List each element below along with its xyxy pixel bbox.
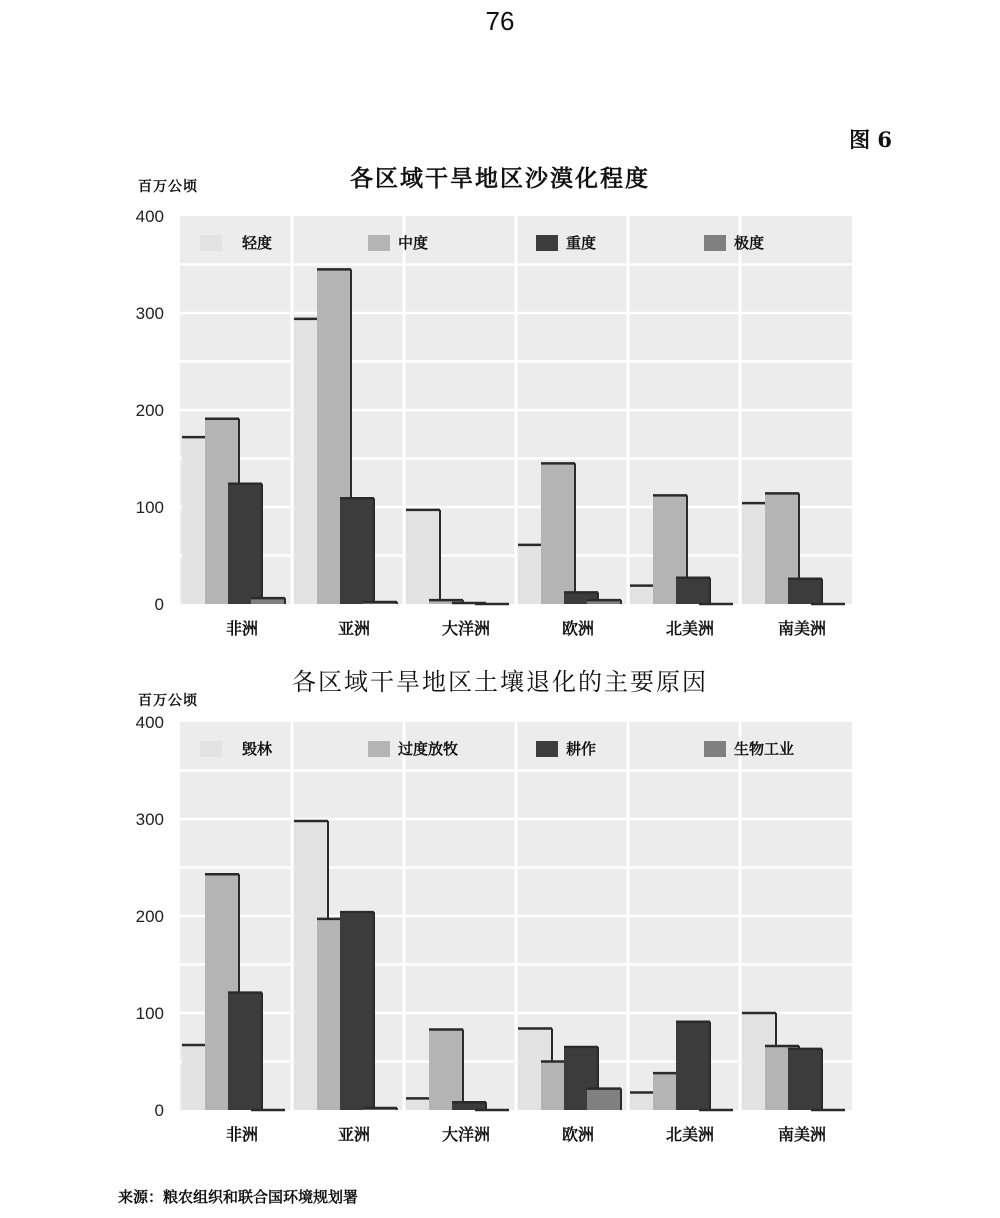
y-tick-label: 200 bbox=[135, 401, 164, 420]
category-label-north-america: 北美洲 bbox=[665, 1125, 715, 1144]
category-label-north-america: 北美洲 bbox=[665, 619, 715, 638]
category-label-asia: 亚洲 bbox=[337, 1125, 371, 1144]
legend-swatch bbox=[200, 741, 222, 757]
category-label-asia: 亚洲 bbox=[337, 619, 371, 638]
legend-label: 毁林 bbox=[242, 740, 273, 758]
chart-2-title: 各区域干旱地区土壤退化的主要原因 bbox=[292, 668, 708, 696]
bar-europe-series-4 bbox=[587, 1089, 621, 1110]
figure-label: 图 6 bbox=[849, 127, 892, 152]
bar-north-america-series-3 bbox=[676, 578, 710, 604]
category-label-south-america: 南美洲 bbox=[777, 1125, 827, 1144]
legend-label: 耕作 bbox=[566, 740, 597, 758]
category-label-oceania: 大洋洲 bbox=[441, 619, 491, 638]
y-tick-label: 100 bbox=[135, 498, 164, 517]
bar-africa-series-3 bbox=[228, 484, 262, 604]
y-tick-label: 0 bbox=[154, 595, 164, 614]
category-label-africa: 非洲 bbox=[225, 619, 259, 638]
category-label-africa: 非洲 bbox=[225, 1125, 259, 1144]
chart-1-y-axis-unit: 百万公顷 bbox=[138, 179, 198, 195]
y-tick-label: 300 bbox=[135, 810, 164, 829]
bar-oceania-series-1 bbox=[406, 510, 440, 604]
y-tick-label: 100 bbox=[135, 1004, 164, 1023]
bar-asia-series-3 bbox=[340, 498, 374, 604]
legend-label: 过度放牧 bbox=[398, 740, 459, 758]
legend-swatch bbox=[368, 235, 390, 251]
category-label-europe: 欧洲 bbox=[561, 619, 595, 638]
bar-south-america-series-3 bbox=[788, 579, 822, 604]
y-tick-label: 300 bbox=[135, 304, 164, 323]
category-label-oceania: 大洋洲 bbox=[441, 1125, 491, 1144]
legend-swatch bbox=[704, 741, 726, 757]
bar-south-america-series-3 bbox=[788, 1049, 822, 1110]
category-label-south-america: 南美洲 bbox=[777, 619, 827, 638]
y-tick-label: 400 bbox=[135, 713, 164, 732]
soil-degradation-causes-chart bbox=[0, 706, 1000, 1151]
legend-label: 重度 bbox=[566, 234, 597, 252]
legend-label: 极度 bbox=[734, 234, 765, 252]
category-label-europe: 欧洲 bbox=[561, 1125, 595, 1144]
legend-label: 轻度 bbox=[242, 234, 273, 252]
source-note: 来源：粮农组织和联合国环境规划署 bbox=[118, 1188, 359, 1206]
desertification-degree-chart bbox=[0, 200, 1000, 640]
page-number: 76 bbox=[485, 6, 515, 36]
legend-swatch bbox=[536, 741, 558, 757]
bar-europe-series-2 bbox=[541, 463, 575, 604]
chart-1-title: 各区域干旱地区沙漠化程度 bbox=[350, 166, 650, 192]
bar-north-america-series-3 bbox=[676, 1022, 710, 1110]
y-tick-label: 200 bbox=[135, 907, 164, 926]
legend-swatch bbox=[368, 741, 390, 757]
y-tick-label: 0 bbox=[154, 1101, 164, 1120]
chart-2-y-axis-unit: 百万公顷 bbox=[138, 693, 198, 709]
legend-swatch bbox=[200, 235, 222, 251]
bar-africa-series-3 bbox=[228, 993, 262, 1110]
legend-label: 生物工业 bbox=[734, 740, 795, 758]
bar-asia-series-3 bbox=[340, 912, 374, 1110]
y-tick-label: 400 bbox=[135, 207, 164, 226]
bar-oceania-series-2 bbox=[429, 1029, 463, 1110]
legend-label: 中度 bbox=[398, 234, 429, 252]
legend-swatch bbox=[536, 235, 558, 251]
legend-swatch bbox=[704, 235, 726, 251]
